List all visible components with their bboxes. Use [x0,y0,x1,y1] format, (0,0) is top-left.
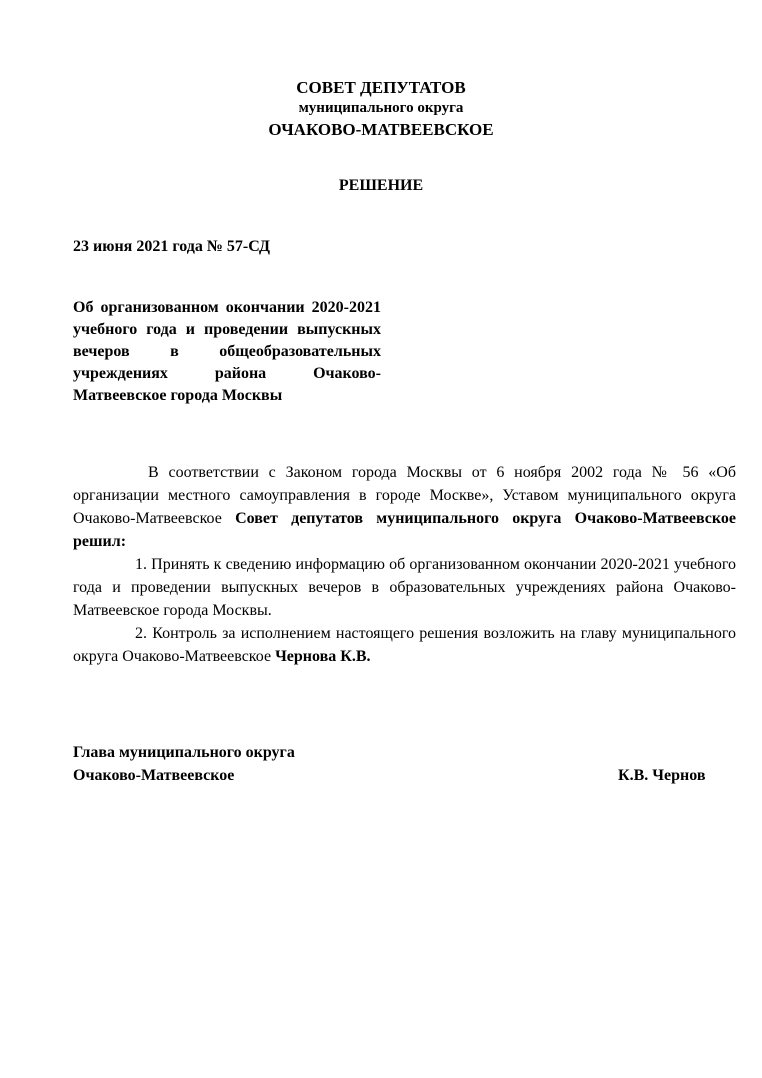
item-2-text: 2. Контроль за исполнением настоящего решения возложить на главу муниципального округа Очаково-Матвеевское [73,625,736,665]
signature-name: К.В. Чернов [618,767,706,784]
preamble-paragraph [73,461,736,553]
decision-body [73,461,736,668]
signature-title-line1: Глава муниципального округа [73,744,295,761]
decision-title: РЕШЕНИЕ [338,177,424,194]
resolution-item-1 [73,553,736,622]
municipality-line: муниципального округа [298,100,464,116]
decision-subject: Об организованном окончании 2020-2021 учебного года и проведении выпускных вечеров в общеобразовательных учреждениях района Очаково-Матвеевское города Москвы [73,299,381,404]
signature-title [73,741,295,787]
item-1-text: 1. Принять к сведению информацию об организованном окончании 2020-2021 учебного года и проведении выпускных вечеров в образовательных учреждениях района Очаково-Матвеевское города Москвы. [73,556,736,619]
signature-title-line2: Очаково-Матвеевское [73,767,235,784]
resolution-item-2 [73,622,736,668]
council-name: СОВЕТ ДЕПУТАТОВ [296,78,466,97]
decision-date-number: 23 июня 2021 года № 57-СД [73,238,270,255]
document-header [0,77,762,140]
preamble-resolution: Совет депутатов муниципального округа Очаково-Матвеевское решил: [73,510,737,550]
preamble-text: В соответствии с Законом города Москвы от 6 ноября 2002 года № 56 «Об организации местного самоуправления в городе Москве», Уставом муниципального округа Очаково-Матвеевское [73,464,736,527]
item-2-responsible: Чернова К.В. [275,648,371,665]
district-name: ОЧАКОВО-МАТВЕЕВСКОЕ [268,120,494,139]
